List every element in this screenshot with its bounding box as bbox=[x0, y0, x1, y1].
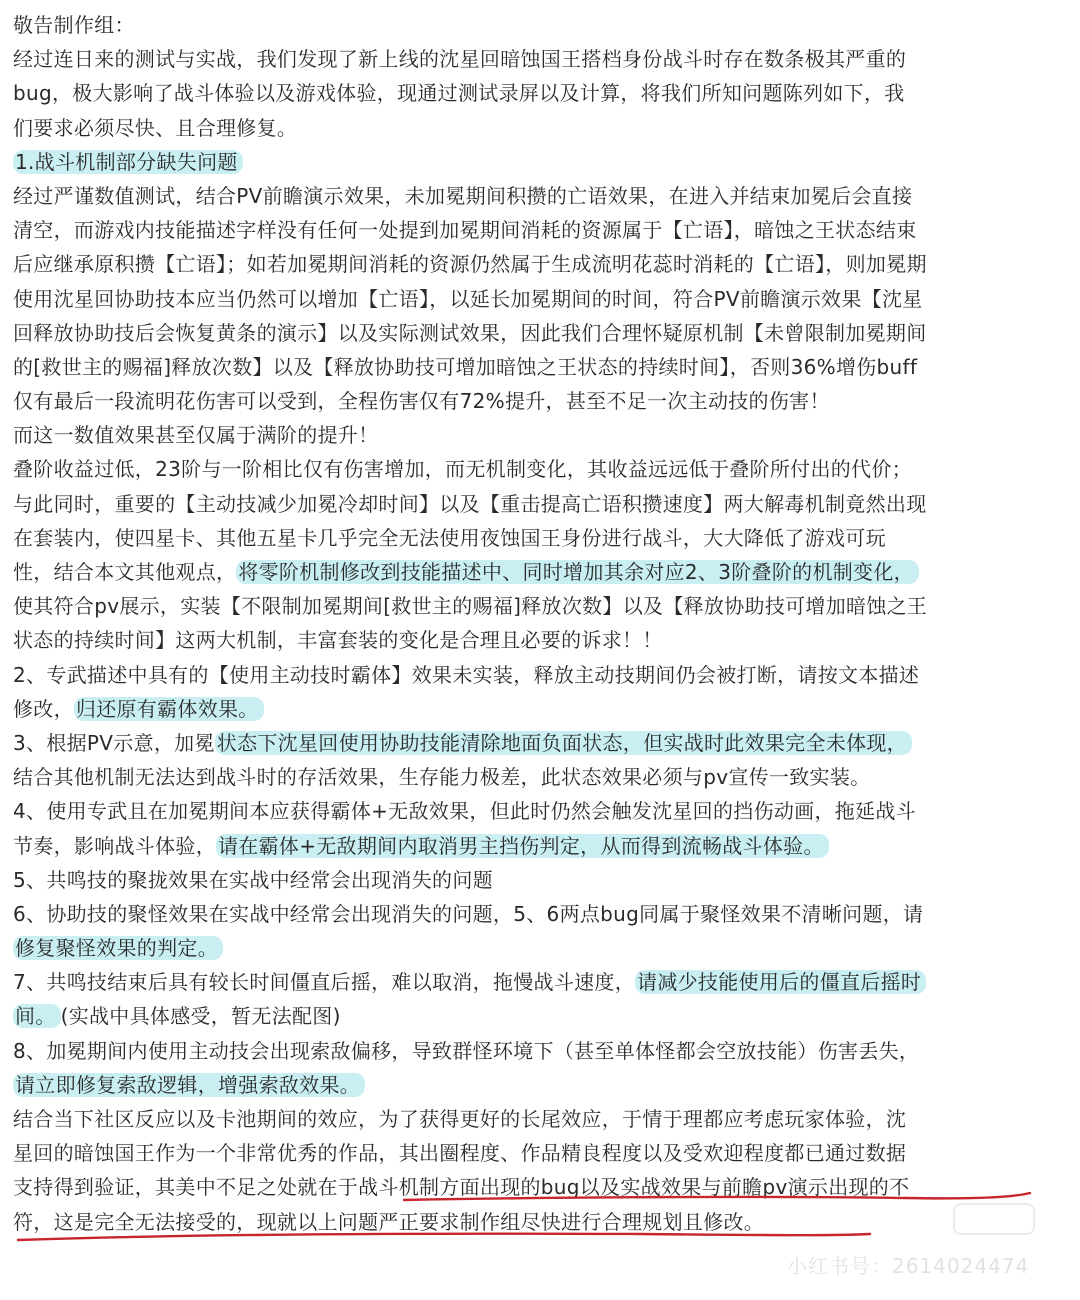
item-1-body-line: 叠阶收益过低，23阶与一阶相比仅有伤害增加，而无机制变化，其收益远远低于叠阶所付出的代价； bbox=[13, 457, 912, 482]
closing-line: 结合当下社区反应以及卡池期间的效应，为了获得更好的长尾效应，于情于理都应考虑玩家体验，沈 bbox=[13, 1107, 907, 1131]
watermark-id: 小红书号：2614024474 bbox=[787, 1254, 1030, 1278]
item-1-body-line: 状态的持续时间】这两大机制，丰富套装的变化是合理且必要的诉求！！ bbox=[13, 628, 663, 653]
item-1-body-line: 清空，而游戏内技能描述字样没有任何一处提到加冕期间消耗的资源属于【亡语】，暗蚀之王状态结束 bbox=[13, 218, 917, 243]
item-4-highlight: 请在霸体+无敌期间内取消男主挡伤判定，从而得到流畅战斗体验。 bbox=[216, 834, 829, 858]
item-1-heading: 1.战斗机制部分缺失问题 bbox=[13, 150, 243, 174]
item-1-heading-line bbox=[13, 145, 1063, 179]
item-7-line bbox=[13, 965, 1063, 999]
item-6-line: 6、协助技的聚怪效果在实战中经常会出现消失的问题，5、6两点bug同属于聚怪效果不清晰问题，请 bbox=[13, 901, 924, 926]
item-1-body-line: 经过严谨数值测试，结合PV前瞻演示效果，未加冕期间积攒的亡语效果，在进入并结束加冕后会直接 bbox=[13, 183, 913, 208]
item-2-line: 2、专武描述中具有的【使用主动技时霸体】效果未实装，释放主动技期间仍会被打断，请按文本描述 bbox=[13, 662, 920, 687]
item-3-text: 3、根据PV示意，加冕 bbox=[13, 730, 215, 755]
item-1-body-line: 使其符合pv展示，实装【不限制加冕期间[救世主的赐福]释放次数】以及【释放协助技可增加暗蚀之王 bbox=[13, 594, 928, 619]
paragraph-line: bug，极大影响了战斗体验以及游戏体验，现通过测试录屏以及计算，将我们所知问题陈列如下，我 bbox=[13, 81, 905, 106]
closing-line: 星回的暗蚀国王作为一个非常优秀的作品，其出圈程度、作品精良程度以及受欢迎程度都已通过数据 bbox=[13, 1141, 907, 1166]
item-1-body-line: 仅有最后一段流明花伤害可以受到，全程伤害仅有72%提升，甚至不足一次主动技的伤害！ bbox=[13, 389, 830, 414]
closing-line: 符，这是完全无法接受的，现就以上问题严正要求制作组尽快进行合理规划且修改。 bbox=[13, 1209, 765, 1234]
item-7-highlight: 请减少技能使用后的僵直后摇时 bbox=[635, 970, 926, 994]
item-1-body-line: 与此同时，重要的【主动技减少加冕冷却时间】以及【重击提高亡语积攒速度】两大解毒机制竟然出现 bbox=[13, 491, 927, 516]
item-1-body-line: 而这一数值效果甚至仅属于满阶的提升！ bbox=[13, 423, 379, 448]
item-7-highlight: 间。 bbox=[13, 1004, 61, 1028]
item-4-line: 4、使用专武且在加冕期间本应获得霸体+无敌效果，但此时仍然会触发沈星回的挡伤动画，拖延战斗 bbox=[13, 799, 916, 824]
item-7-line bbox=[13, 999, 1063, 1033]
greeting: 敬告制作组： bbox=[13, 13, 135, 37]
item-1-body-line: 的[救世主的赐福]释放次数】以及【释放协助技可增加暗蚀之王状态的持续时间】，否则36%增伤buff bbox=[13, 354, 918, 379]
item-4-line bbox=[13, 829, 1063, 863]
item-1-body-line: 回释放协助技后会恢复黄条的演示】以及实际测试效果，因此我们合理怀疑原机制【未曾限制加冕期间 bbox=[13, 320, 927, 345]
item-8-highlight: 请立即修复索敌逻辑，增强索敌效果。 bbox=[13, 1073, 365, 1097]
item-2-line bbox=[13, 692, 1063, 726]
item-8-line: 8、加冕期间内使用主动技会出现索敌偏移，导致群怪环境下（甚至单体怪都会空放技能）伤害丢失， bbox=[13, 1038, 920, 1063]
item-1-text: 性，结合本文其他观点， bbox=[13, 560, 237, 584]
item-3-line bbox=[13, 726, 1063, 760]
item-3-highlight: 状态下沈星回使用协助技能清除地面负面状态，但实战时此效果完全未体现， bbox=[215, 731, 912, 755]
item-2-text: 修改， bbox=[13, 696, 74, 721]
item-6-highlight: 修复聚怪效果的判定。 bbox=[13, 936, 223, 960]
watermark-logo bbox=[953, 1203, 1035, 1235]
item-1-body-line: 在套装内，使四星卡、其他五星卡几乎完全无法使用夜蚀国王身份进行战斗，大大降低了游戏可玩 bbox=[13, 525, 886, 550]
paragraph-line: 们要求必须尽快、且合理修复。 bbox=[13, 115, 298, 140]
closing-line: 支持得到验证，其美中不足之处就在于战斗机制方面出现的bug以及实战效果与前瞻pv演示出现的不 bbox=[13, 1175, 910, 1200]
appeal-document bbox=[13, 8, 1063, 1239]
item-4-text: 节奏，影响战斗体验， bbox=[13, 833, 216, 858]
item-7-text: 7、共鸣技结束后具有较长时间僵直后摇，难以取消，拖慢战斗速度， bbox=[13, 970, 636, 995]
paragraph-line: 经过连日来的测试与实战，我们发现了新上线的沈星回暗蚀国王搭档身份战斗时存在数条极其严重的 bbox=[13, 47, 907, 72]
item-6-line bbox=[13, 931, 1063, 965]
item-3-line: 结合其他机制无法达到战斗时的存活效果，生存能力极差，此状态效果必须与pv宣传一致实装。 bbox=[13, 765, 871, 790]
item-2-highlight: 归还原有霸体效果。 bbox=[74, 697, 264, 721]
item-1-body-line: 后应继承原积攒【亡语】；如若加冕期间消耗的资源仍然属于生成流明花蕊时消耗的【亡语】，则加冕期 bbox=[13, 252, 927, 277]
item-5-line: 5、共鸣技的聚拢效果在实战中经常会出现消失的问题 bbox=[13, 867, 493, 892]
item-7-text: (实战中具体感受，暂无法配图) bbox=[60, 1004, 341, 1029]
item-8-line bbox=[13, 1068, 1063, 1102]
item-1-body-line: 使用沈星回协助技本应当仍然可以增加【亡语】，以延长加冕期间的时间，符合PV前瞻演示效果【沈星 bbox=[13, 286, 923, 311]
item-1-highlight: 将零阶机制修改到技能描述中、同时增加其余对应2、3阶叠阶的机制变化， bbox=[236, 560, 919, 584]
item-1-body-line bbox=[13, 555, 1063, 589]
